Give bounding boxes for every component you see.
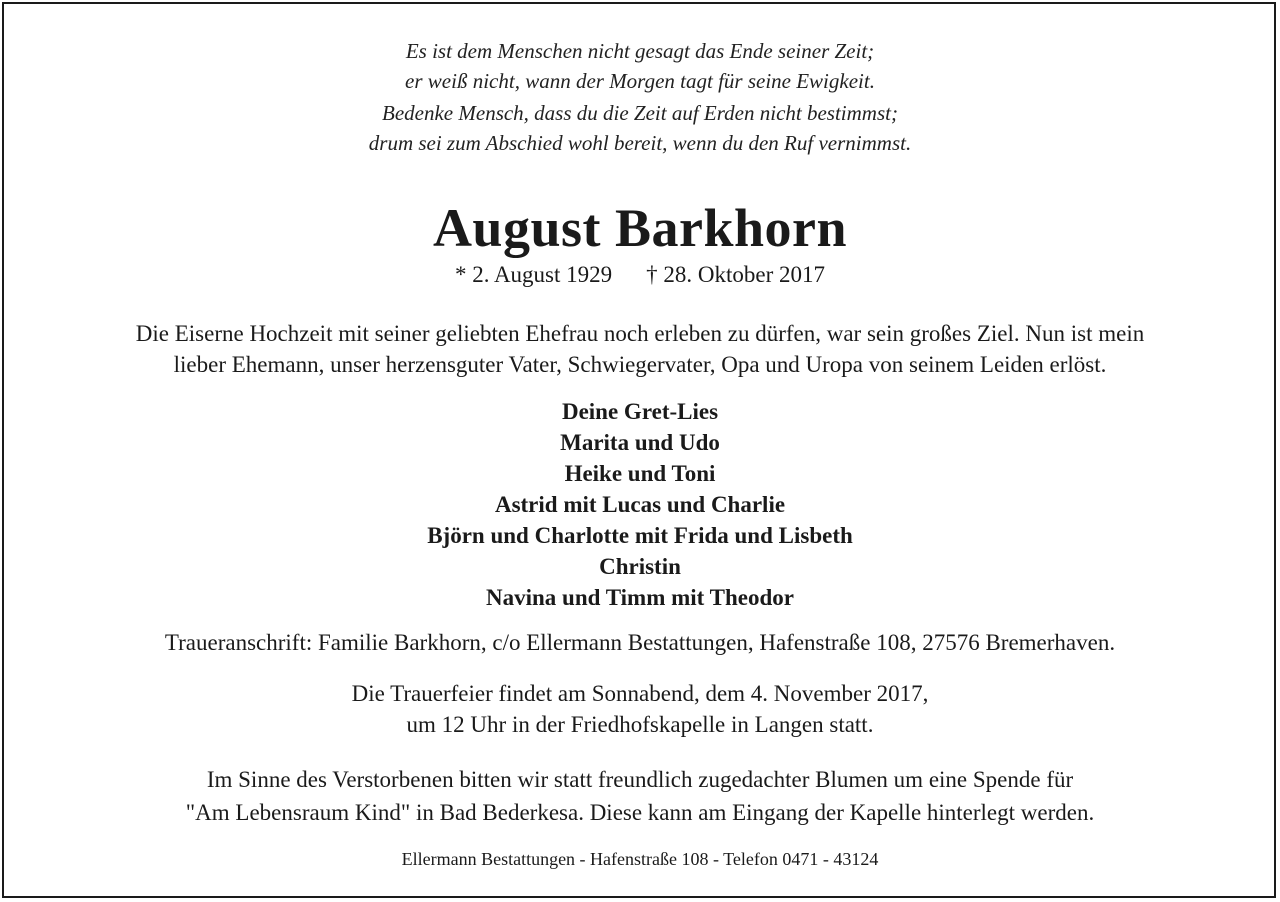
verse-stanza-2: [0, 98, 1280, 158]
life-dates: [0, 259, 1280, 291]
intro-line: lieber Ehemann, unser herzensguter Vater, Schwiegervater, Opa und Uropa von seinem Leiden erlöst.: [173, 352, 1107, 377]
intro-line: Die Eiserne Hochzeit mit seiner geliebten Ehefrau noch erleben zu dürfen, war sein großes Ziel. Nun ist mein: [135, 321, 1145, 346]
verse-line: drum sei zum Abschied wohl bereit, wenn du den Ruf vernimmst.: [368, 131, 912, 155]
verse-line: Es ist dem Menschen nicht gesagt das Ende seiner Zeit;: [405, 39, 875, 63]
deceased-name: August Barkhorn: [432, 198, 848, 258]
funeral-home-footer: Ellermann Bestattungen - Hafenstraße 108 - Telefon 0471 - 43124: [401, 849, 879, 869]
mourner-entry: Marita und Udo: [560, 430, 720, 455]
mourner-entry: Heike und Toni: [564, 461, 716, 486]
verse-line: er weiß nicht, wann der Morgen tagt für seine Ewigkeit.: [405, 69, 875, 93]
mourner-entry: Christin: [599, 554, 681, 579]
birth-date: * 2. August 1929: [454, 262, 613, 287]
death-date: † 28. Oktober 2017: [646, 262, 826, 287]
verse-line: Bedenke Mensch, dass du die Zeit auf Erden nicht bestimmst;: [382, 101, 898, 125]
memorial-verse: [0, 36, 1280, 158]
mourning-address: Traueranschrift: Familie Barkhorn, c/o Ellermann Bestattungen, Hafenstraße 108, 27576 Bremerhaven.: [164, 630, 1116, 655]
intro-text: [0, 318, 1280, 380]
donation-request: [0, 763, 1280, 829]
service-line: um 12 Uhr in der Friedhofskapelle in Langen statt.: [406, 712, 874, 737]
mourner-entry: Astrid mit Lucas und Charlie: [494, 492, 786, 517]
mourners-list: [0, 396, 1280, 613]
service-line: Die Trauerfeier findet am Sonnabend, dem 4. November 2017,: [351, 681, 929, 706]
mourner-entry: Deine Gret-Lies: [561, 399, 719, 424]
verse-stanza-1: [0, 36, 1280, 96]
donation-line: Im Sinne des Verstorbenen bitten wir statt freundlich zugedachter Blumen um eine Spende für: [206, 767, 1074, 792]
mourner-entry: Navina und Timm mit Theodor: [485, 585, 795, 610]
funeral-service-info: [0, 678, 1280, 740]
donation-line: "Am Lebensraum Kind" in Bad Bederkesa. Diese kann am Eingang der Kapelle hinterlegt werden.: [185, 800, 1095, 825]
mourner-entry: Björn und Charlotte mit Frida und Lisbeth: [427, 523, 853, 548]
